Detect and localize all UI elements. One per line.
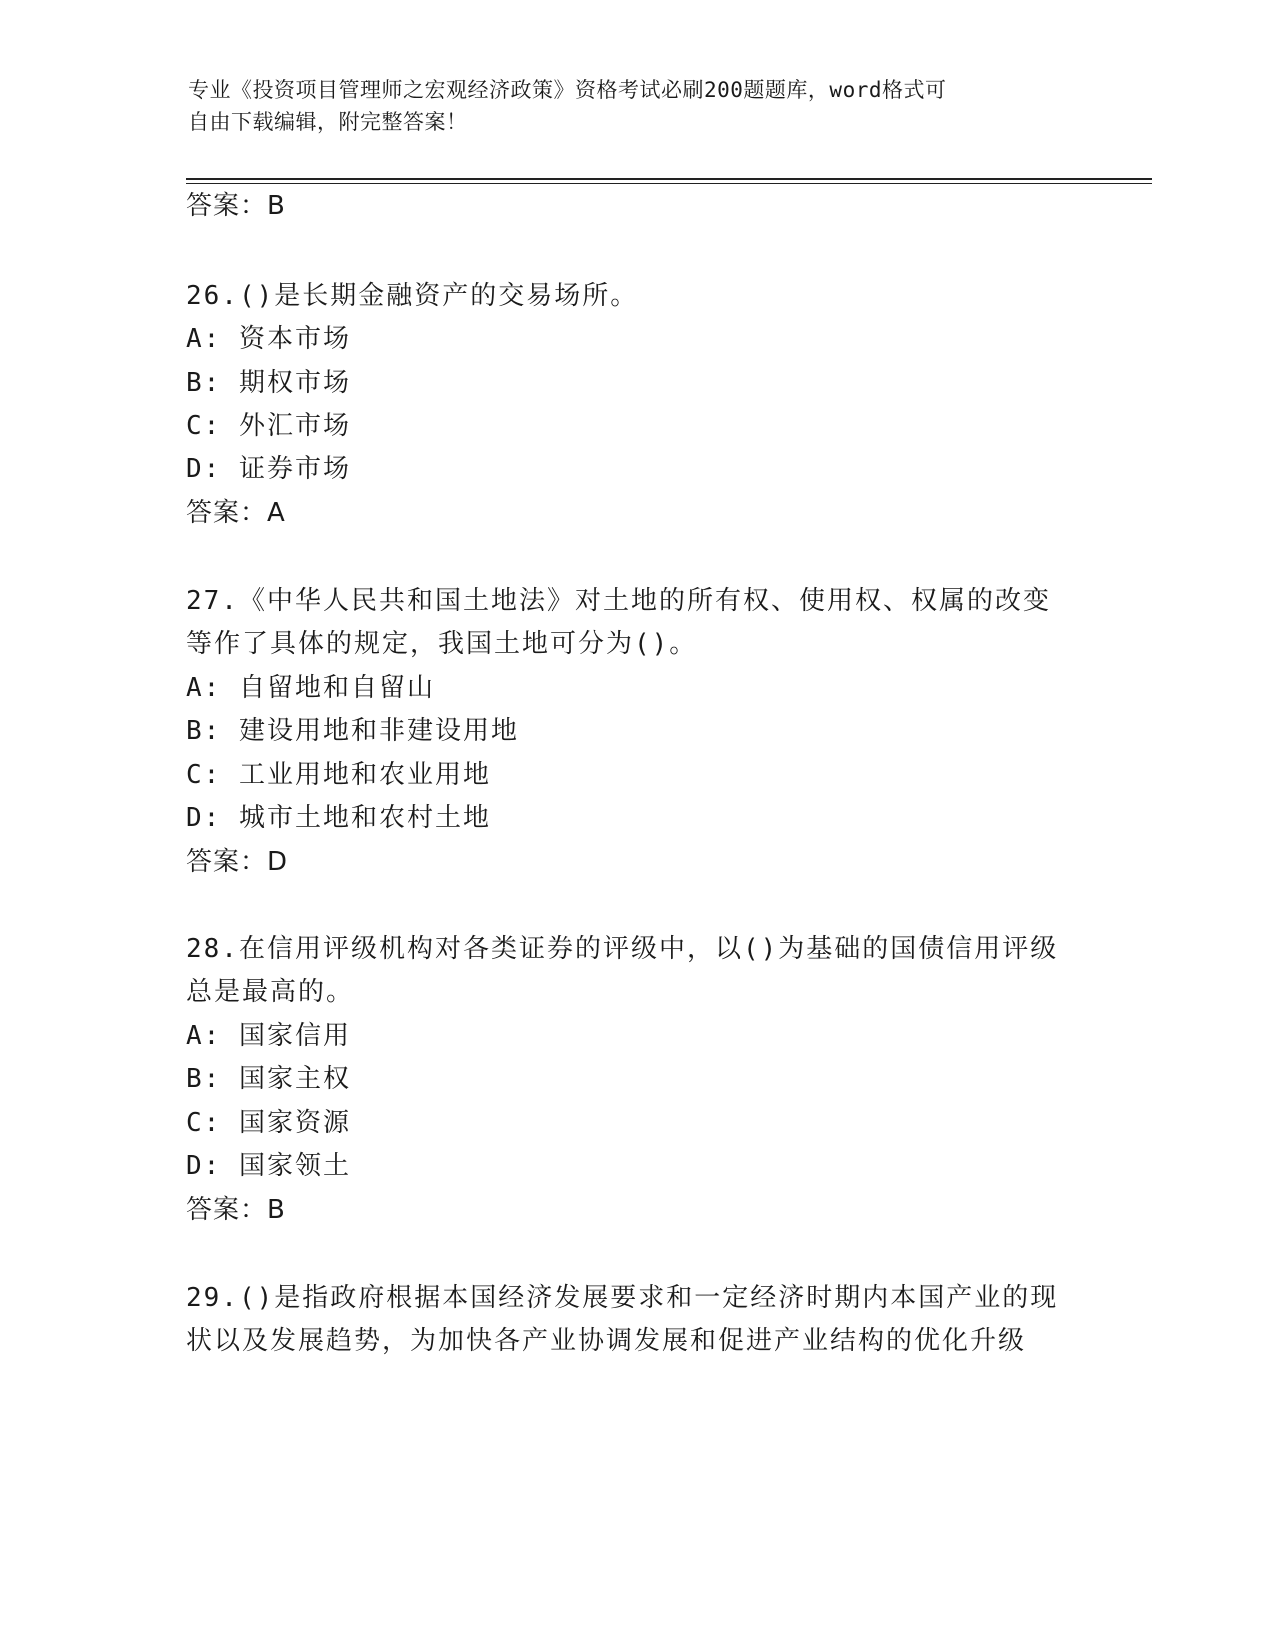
option-d: D: 城市土地和农村土地 xyxy=(186,803,491,833)
header-rule-thin xyxy=(186,183,1152,184)
question-stem: 29.()是指政府根据本国经济发展要求和一定经济时期内本国产业的现 xyxy=(186,1283,1059,1313)
option-b: B: 期权市场 xyxy=(186,368,351,398)
option-b: B: 国家主权 xyxy=(186,1064,351,1094)
option-c: C: 国家资源 xyxy=(186,1108,351,1138)
option-d: D: 证券市场 xyxy=(186,454,351,484)
header-line-2: 自由下载编辑，附完整答案！ xyxy=(188,110,468,134)
option-a: A: 自留地和自留山 xyxy=(186,673,435,703)
option-d: D: 国家领土 xyxy=(186,1151,351,1181)
answer-label: 答案：D xyxy=(186,847,289,877)
question-stem-cont: 状以及发展趋势，为加快各产业协调发展和促进产业结构的优化升级 xyxy=(186,1326,1027,1356)
option-c: C: 工业用地和农业用地 xyxy=(186,760,491,790)
answer-label: 答案：A xyxy=(186,498,286,528)
header-line-1: 专业《投资项目管理师之宏观经济政策》资格考试必刷200题题库，word格式可 xyxy=(188,78,947,102)
question-stem: 28.在信用评级机构对各类证券的评级中，以()为基础的国债信用评级 xyxy=(186,934,1059,964)
page-header xyxy=(188,74,1068,138)
question-stem: 26.()是长期金融资产的交易场所。 xyxy=(186,281,639,311)
question-stem: 27.《中华人民共和国土地法》对土地的所有权、使用权、权属的改变 xyxy=(186,586,1051,616)
header-rule-thick xyxy=(186,178,1152,180)
answer-label: 答案：B xyxy=(186,1195,286,1225)
option-c: C: 外汇市场 xyxy=(186,411,351,441)
previous-answer: 答案：B xyxy=(186,191,286,221)
question-stem-cont: 等作了具体的规定，我国土地可分为()。 xyxy=(186,629,698,659)
question-stem-cont: 总是最高的。 xyxy=(186,977,355,1007)
option-b: B: 建设用地和非建设用地 xyxy=(186,716,519,746)
option-a: A: 国家信用 xyxy=(186,1021,351,1051)
option-a: A: 资本市场 xyxy=(186,324,351,354)
